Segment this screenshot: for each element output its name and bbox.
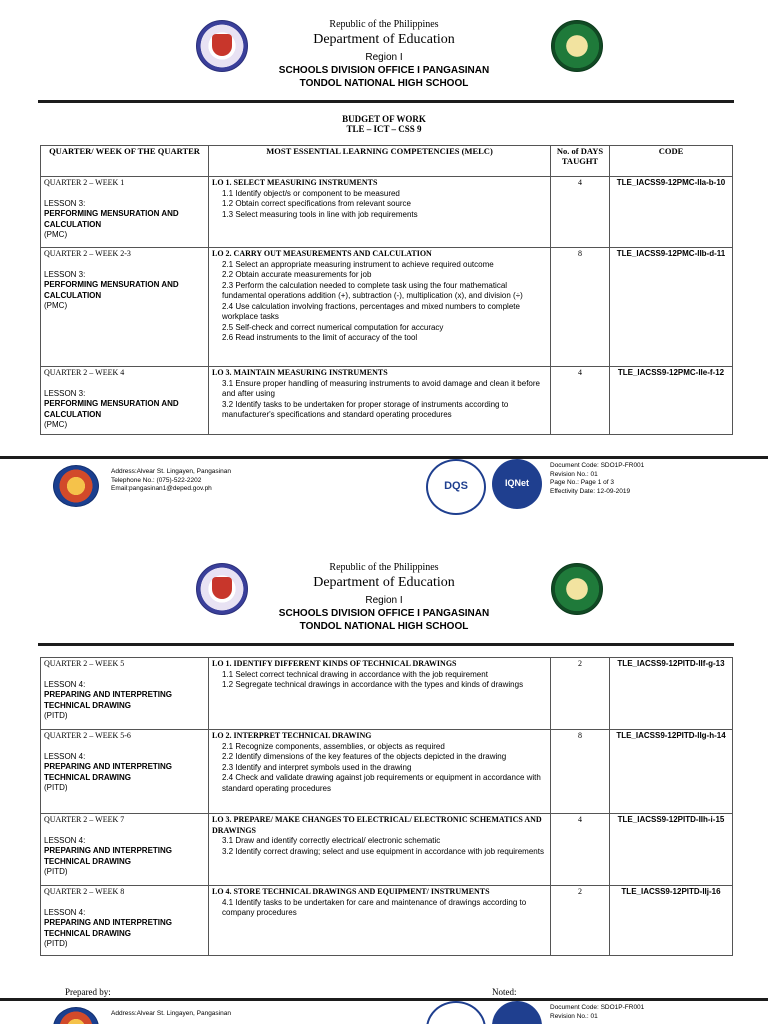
lesson-number: LESSON 3: xyxy=(44,388,86,398)
lesson-abbr: (PMC) xyxy=(44,420,68,429)
melc-cell xyxy=(209,658,551,730)
page2-footer xyxy=(0,998,768,1024)
region-label: Region I xyxy=(365,595,403,606)
lesson-title: PERFORMING MENSURATION AND CALCULATION xyxy=(44,280,179,300)
competency-item: 3.2 Identify correct drawing; select and use equipment in accordance with job requirements xyxy=(222,846,544,856)
learning-outcome: LO 1. SELECT MEASURING INSTRUMENTS xyxy=(212,178,378,187)
table-row xyxy=(41,814,733,886)
table-row xyxy=(41,248,733,367)
quarter-week: QUARTER 2 – WEEK 2-3 xyxy=(44,249,131,258)
competency-item: 1.2 Obtain correct specifications from relevant source xyxy=(222,199,411,208)
lesson-abbr: (PITD) xyxy=(44,783,68,792)
iqnet-certification-icon xyxy=(492,459,542,509)
competency-item: 3.1 Ensure proper handling of measuring instruments to avoid damage and clean it before and after using xyxy=(222,378,540,398)
footer-address: Address:Alvear St. Lingayen, Pangasinan xyxy=(111,468,231,475)
competency-item: 2.1 Select an appropriate measuring instrument to achieve required outcome xyxy=(222,259,494,269)
department-label: Department of Education xyxy=(313,32,455,47)
melc-cell xyxy=(209,730,551,814)
days-cell: 2 xyxy=(551,658,610,730)
effectivity-date: Effectivity Date: 12-09-2019 xyxy=(550,487,631,495)
quarter-cell xyxy=(41,658,209,730)
code-cell: TLE_IACSS9-12PMC-IIe-f-12 xyxy=(610,367,733,435)
quarter-cell xyxy=(41,248,209,367)
school-label: TONDOL NATIONAL HIGH SCHOOL xyxy=(299,78,469,89)
revision-number: Revision No.: 01 xyxy=(550,470,598,478)
competency-item: 1.3 Select measuring tools in line with job requirements xyxy=(222,209,418,219)
division-label: SCHOOLS DIVISION OFFICE I PANGASINAN xyxy=(278,65,490,76)
division-seal-icon xyxy=(53,465,99,507)
competency-item: 3.1 Draw and identify correctly electrical/ electronic schematic xyxy=(222,836,441,845)
budget-table-page2 xyxy=(40,657,733,956)
days-cell: 2 xyxy=(551,886,610,956)
learning-outcome: LO 1. IDENTIFY DIFFERENT KINDS OF TECHNICAL DRAWINGS xyxy=(212,659,457,668)
page1-header xyxy=(0,0,768,110)
dqs-label: DQS xyxy=(444,480,468,492)
lesson-title: PERFORMING MENSURATION AND CALCULATION xyxy=(44,209,179,229)
melc-cell xyxy=(209,886,551,956)
quarter-week: QUARTER 2 – WEEK 1 xyxy=(44,178,125,187)
lesson-number: LESSON 4: xyxy=(44,907,86,917)
republic-label: Republic of the Philippines xyxy=(329,562,439,573)
table-row xyxy=(41,730,733,814)
republic-label: Republic of the Philippines xyxy=(329,19,439,30)
melc-header: MOST ESSENTIAL LEARNING COMPETENCIES (MELC) xyxy=(209,146,551,177)
school-label: TONDOL NATIONAL HIGH SCHOOL xyxy=(299,621,469,632)
code-header: CODE xyxy=(610,146,733,177)
quarter-cell xyxy=(41,367,209,435)
learning-outcome: LO 4. STORE TECHNICAL DRAWINGS AND EQUIPMENT/ INSTRUMENTS xyxy=(212,887,490,896)
table-row xyxy=(41,367,733,435)
quarter-cell xyxy=(41,814,209,886)
lesson-title: PERFORMING MENSURATION AND CALCULATION xyxy=(44,399,179,419)
competency-item: 2.4 Check and validate drawing against job requirements or equipment in accordance with standard operating procedures xyxy=(222,773,541,793)
department-label: Department of Education xyxy=(313,575,455,590)
footer-email: Email:pangasinan1@deped.gov.ph xyxy=(111,485,212,492)
lesson-abbr: (PMC) xyxy=(44,230,68,239)
lesson-title: PREPARING AND INTERPRETING TECHNICAL DRAWING xyxy=(44,690,173,710)
document-control xyxy=(550,1004,644,1021)
code-cell: TLE_IACSS9-12PITD-IIf-g-13 xyxy=(610,658,733,730)
competency-item: 2.4 Use calculation involving fractions, percentages and mixed numbers to complete workplace tasks xyxy=(222,301,520,321)
table-header-row xyxy=(41,146,733,177)
days-cell: 8 xyxy=(551,248,610,367)
competency-item: 2.3 Perform the calculation needed to complete task using the four mathematical fundamental operations addition (+), subtraction (-), multiplication (x), and division (÷) xyxy=(222,280,523,300)
days-cell: 4 xyxy=(551,177,610,248)
competency-item: 2.2 Identify dimensions of the key features of the objects depicted in the drawing xyxy=(222,752,507,761)
prepared-by-label: Prepared by: xyxy=(65,987,111,997)
code-cell: TLE_IACSS9-12PITD-IIg-h-14 xyxy=(610,730,733,814)
lesson-number: LESSON 3: xyxy=(44,269,86,279)
document-control xyxy=(550,462,644,496)
table-row xyxy=(41,177,733,248)
learning-outcome: LO 2. CARRY OUT MEASUREMENTS AND CALCULATION xyxy=(212,249,432,258)
footer-contact xyxy=(111,1010,231,1019)
page-number: Page No.: Page 1 of 3 xyxy=(550,479,614,486)
lesson-title: PREPARING AND INTERPRETING TECHNICAL DRAWING xyxy=(44,762,173,782)
competency-item: 2.6 Read instruments to the limit of accuracy of the tool xyxy=(222,333,418,342)
quarter-header: QUARTER/ WEEK OF THE QUARTER xyxy=(41,146,209,177)
footer-telephone: Telephone No.: (075)-522-2202 xyxy=(111,476,202,484)
lesson-number: LESSON 4: xyxy=(44,835,86,845)
code-cell: TLE_IACSS9-12PITD-IIh-i-15 xyxy=(610,814,733,886)
learning-outcome: LO 2. INTERPRET TECHNICAL DRAWING xyxy=(212,731,372,740)
dqs-certification-icon xyxy=(426,1001,486,1024)
document-subtitle: TLE – ICT – CSS 9 xyxy=(346,124,422,134)
quarter-cell xyxy=(41,886,209,956)
code-cell: TLE_IACSS9-12PITD-IIj-16 xyxy=(610,886,733,956)
table-row xyxy=(41,658,733,730)
lesson-abbr: (PITD) xyxy=(44,939,68,948)
iqnet-label: IQNet xyxy=(504,478,529,488)
region-label: Region I xyxy=(365,52,403,63)
competency-item: 2.2 Obtain accurate measurements for job xyxy=(222,270,372,279)
learning-outcome: LO 3. MAINTAIN MEASURING INSTRUMENTS xyxy=(212,368,388,377)
revision-number: Revision No.: 01 xyxy=(550,1012,598,1020)
noted-label: Noted: xyxy=(492,987,517,997)
footer-contact xyxy=(111,468,231,494)
days-header: No. of DAYS TAUGHT xyxy=(551,146,610,177)
competency-item: 3.2 Identify tasks to be undertaken for proper storage of instruments according to manufacturer's specifications and standard operating procedures xyxy=(222,399,509,419)
dqs-certification-icon xyxy=(426,459,486,515)
header-divider xyxy=(38,643,734,646)
melc-cell xyxy=(209,367,551,435)
lesson-number: LESSON 4: xyxy=(44,751,86,761)
iqnet-certification-icon xyxy=(492,1001,542,1024)
competency-item: 1.2 Segregate technical drawings in accordance with the types and kinds of drawings xyxy=(222,680,524,689)
quarter-week: QUARTER 2 – WEEK 4 xyxy=(44,368,125,377)
page2-header xyxy=(0,543,768,653)
competency-item: 1.1 Select correct technical drawing in accordance with the job requirement xyxy=(222,669,488,679)
quarter-week: QUARTER 2 – WEEK 5-6 xyxy=(44,731,131,740)
lesson-number: LESSON 4: xyxy=(44,679,86,689)
lesson-title: PREPARING AND INTERPRETING TECHNICAL DRAWING xyxy=(44,846,173,866)
division-label: SCHOOLS DIVISION OFFICE I PANGASINAN xyxy=(278,608,490,619)
days-cell: 4 xyxy=(551,814,610,886)
learning-outcome: LO 3. PREPARE/ MAKE CHANGES TO ELECTRICAL/ ELECTRONIC SCHEMATICS AND DRAWINGS xyxy=(212,815,542,835)
quarter-cell xyxy=(41,177,209,248)
days-cell: 8 xyxy=(551,730,610,814)
lesson-number: LESSON 3: xyxy=(44,198,86,208)
lesson-abbr: (PMC) xyxy=(44,301,68,310)
code-cell: TLE_IACSS9-12PMC-IIa-b-10 xyxy=(610,177,733,248)
footer-divider xyxy=(0,998,768,1001)
quarter-cell xyxy=(41,730,209,814)
competency-item: 4.1 Identify tasks to be undertaken for care and maintenance of drawings according to company procedures xyxy=(222,897,527,917)
melc-cell xyxy=(209,814,551,886)
table-row xyxy=(41,886,733,956)
quarter-week: QUARTER 2 – WEEK 8 xyxy=(44,887,125,896)
lesson-abbr: (PITD) xyxy=(44,711,68,720)
budget-table-page1 xyxy=(40,145,733,435)
competency-item: 1.1 Identify object/s or component to be measured xyxy=(222,188,400,198)
division-seal-icon xyxy=(53,1007,99,1024)
document-code: Document Code: SDO1P-FR001 xyxy=(550,462,645,469)
days-cell: 4 xyxy=(551,367,610,435)
competency-item: 2.1 Recognize components, assemblies, or objects as required xyxy=(222,741,445,751)
footer-divider xyxy=(0,456,768,459)
footer-address: Address:Alvear St. Lingayen, Pangasinan xyxy=(111,1010,231,1017)
melc-cell xyxy=(209,177,551,248)
code-cell: TLE_IACSS9-12PMC-IIb-d-11 xyxy=(610,248,733,367)
quarter-week: QUARTER 2 – WEEK 5 xyxy=(44,659,125,668)
page1-footer xyxy=(0,456,768,514)
document-title: BUDGET OF WORK xyxy=(342,114,426,124)
header-divider xyxy=(38,100,734,103)
melc-cell xyxy=(209,248,551,367)
lesson-abbr: (PITD) xyxy=(44,867,68,876)
competency-item: 2.5 Self-check and correct numerical computation for accuracy xyxy=(222,322,444,332)
document-code: Document Code: SDO1P-FR001 xyxy=(550,1004,645,1011)
quarter-week: QUARTER 2 – WEEK 7 xyxy=(44,815,125,824)
lesson-title: PREPARING AND INTERPRETING TECHNICAL DRAWING xyxy=(44,918,173,938)
competency-item: 2.3 Identify and interpret symbols used in the drawing xyxy=(222,762,412,772)
